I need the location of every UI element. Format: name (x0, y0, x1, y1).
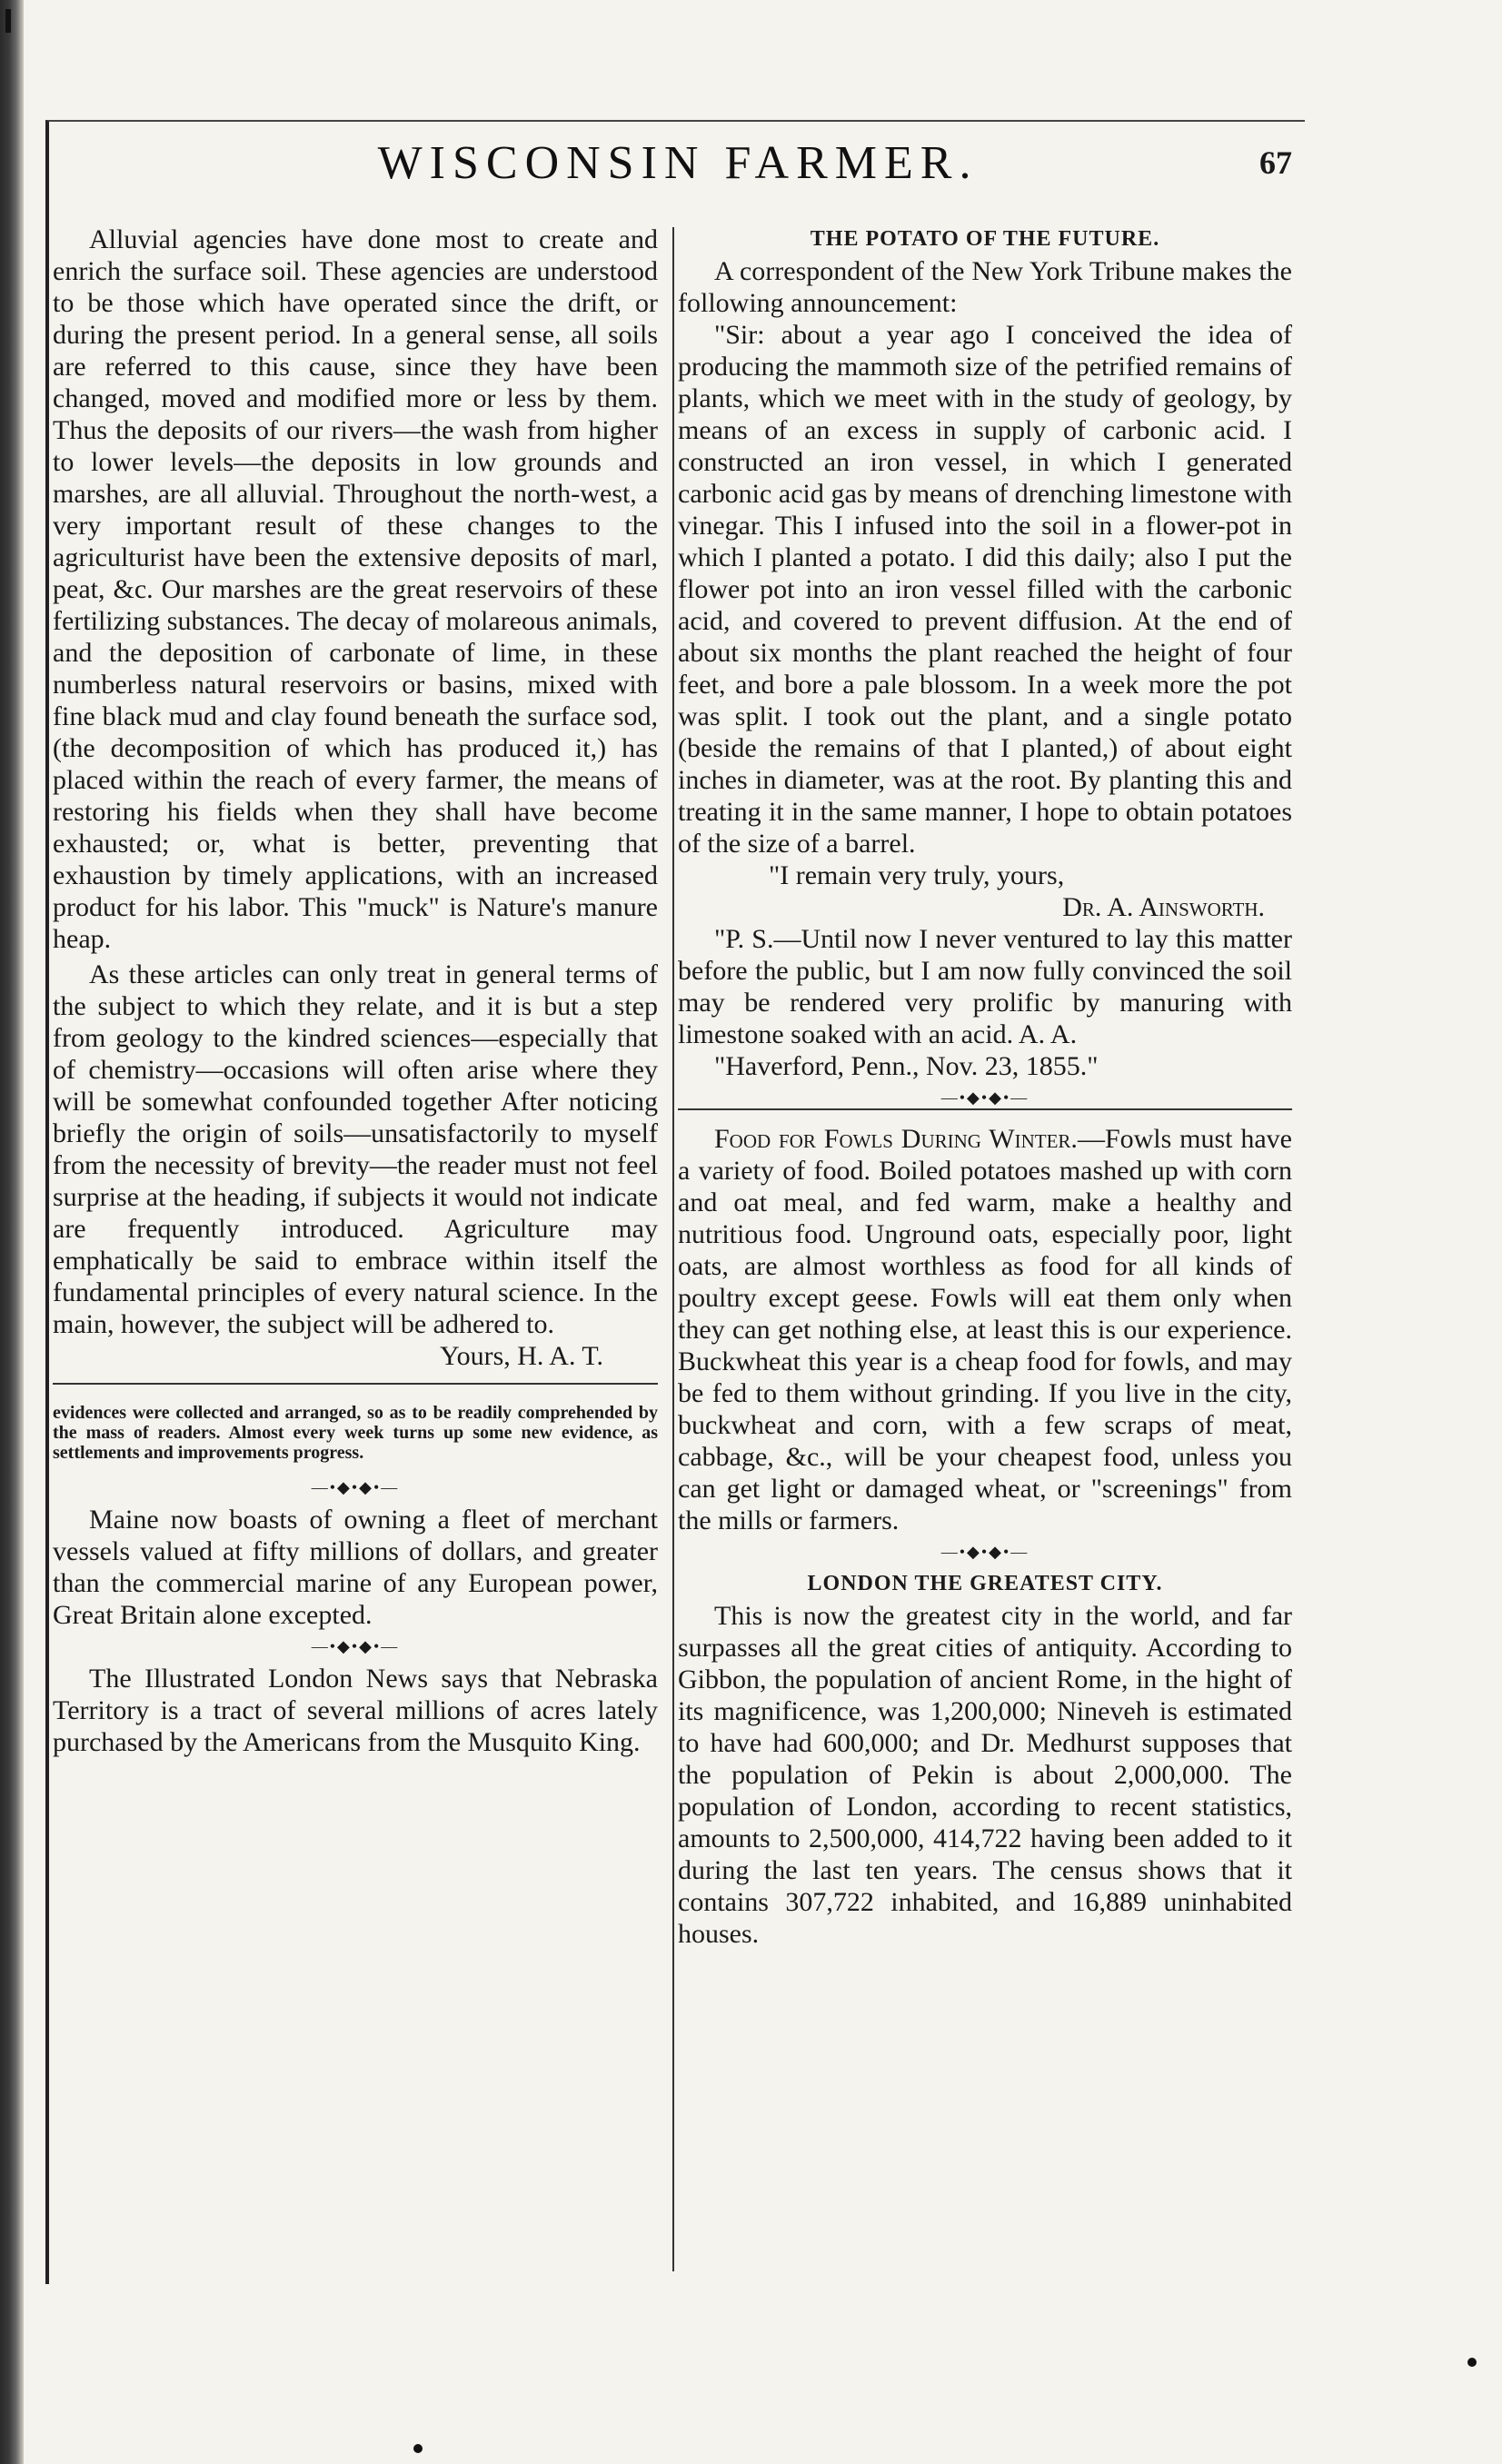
ornament-divider: —•◆•◆•— (311, 1478, 400, 1496)
london-heading: LONDON THE GREATEST CITY. (807, 1572, 1163, 1595)
ornament-divider: —•◆•◆•— (940, 1543, 1030, 1561)
speck (1467, 2358, 1477, 2367)
fowls-lead: Food for Fowls During Winter. (714, 1124, 1078, 1154)
column-rule (672, 227, 674, 2271)
potato-letter: "Sir: about a year ago I conceived the idea of producing the mammoth size of the petrified remains of plants, which we meet with in the study of geology, by means of an excess in supply of carbonic acid. I constructed an iron vessel, in which I generated carbonic acid gas by means of drenching limestone with vinegar. This I infused into the soil in a flower-pot in which I planted a potato. I did this daily; also I put the flower pot into an iron vessel filled with the carbonic acid, and covered to prevent diffusion. At the end of about six months the plant reached the height of four feet, and bore a pale blossom. In a week more the pot was split. I took out the plant, and a single potato (beside the remains of that I planted,) of about eight inches in diameter, was at the root. By planting this and treating it in the same manner, I hope to obtain potatoes of the size of a barrel. (678, 320, 1292, 859)
right-column (678, 224, 1292, 1950)
potato-dateline: "Haverford, Penn., Nov. 23, 1855." (714, 1051, 1099, 1081)
speck (413, 2444, 423, 2453)
fowls-text: —Fowls must have a variety of food. Boiled potatoes mashed up with corn and oat meal, and fed warm, make a healthy and nutritious food. Unground oats, especially poor, light oats, are almost worthless as food for all kinds of poultry except geese. Fowls will eat them only when they can get nothing else, at least this is our experience. Buckwheat this year is a cheap food for fowls, and may be fed to them without grinding. If you live in the city, buckwheat and corn, with a few scraps of meat, cabbage, &c., will be your cheapest food, unless you can get light or damaged wheat, or "screenings" from the mills or farmers. (678, 1124, 1293, 1535)
fowls-paragraph (678, 1123, 1292, 1536)
divider (53, 1383, 658, 1385)
page-header (55, 136, 1301, 200)
potato-intro: A correspondent of the New York Tribune makes the following announcement: (678, 256, 1292, 318)
alluvial-paragraph: Alluvial agencies have done most to create and enrich the surface soil. These agencies are understood to be those which have operated since the drift, or during the present period. In a general sense, all soils are referred to this cause, since they have been changed, moved and modified more or less by them. Thus the deposits of our rivers—the wash from higher to lower levels—the deposits in low grounds and marshes, are all alluvial. Throughout the north-west, a very important result of these changes to the agriculturist have been the extensive deposits of marl, peat, &c. Our marshes are the great reservoirs of these fertilizing substances. The decay of molareous animals, and the deposition of carbonate of lime, in these numberless natural reservoirs or basins, mixed with fine black mud and clay found beneath the surface sod, (the decomposition of which has produced it,) has placed within the reach of every farmer, the means of restoring his fields when they shall have become exhausted; or, what is better, preventing that exhaustion by timely applications, with an increased product for his labor. This "muck" is Nature's manure heap. (53, 224, 658, 954)
page-title: WISCONSIN FARMER. (377, 137, 979, 189)
spine-mark (5, 9, 11, 33)
ornament-divider: —•◆•◆•— (940, 1088, 1030, 1107)
potato-ps: "P. S.—Until now I never ventured to lay this matter before the public, but I am now fully convinced the soil may be rendered very prolific by manuring with limestone soaked with an acid. A. A. (678, 924, 1292, 1049)
maine-paragraph: Maine now boasts of owning a fleet of merchant vessels valued at fifty millions of dollars, and greater than the commercial marine of any European power, Great Britain alone excepted. (53, 1505, 658, 1630)
potato-heading: THE POTATO OF THE FUTURE. (810, 227, 1160, 251)
potato-author: Dr. A. Ainsworth. (1062, 892, 1265, 922)
nebraska-paragraph: The Illustrated London News says that Nebraska Territory is a tract of several millions of acres lately purchased by the Americans from the Musquito King. (53, 1664, 658, 1757)
page-number: 67 (1259, 144, 1292, 181)
left-column (53, 224, 658, 1758)
london-paragraph: This is now the greatest city in the world, and far surpasses all the great cities of antiquity. According to Gibbon, the population of ancient Rome, in the hight of its magnificence, was 1,200,000; Nineveh is estimated to have had 600,000; and Dr. Medhurst supposes that the population of Pekin is about 2,000,000. The population of London, according to recent statistics, amounts to 2,500,000, 414,722 having been added to it during the last ten years. The census shows that it contains 307,722 inhabited, and 16,889 uninhabited houses. (678, 1601, 1292, 1949)
subjects-paragraph: As these articles can only treat in general terms of the subject to which they relate, and it is but a step from geology to the kindred sciences—especially that of chemistry—occasions will often arise where they will be somewhat confounded together After noticing briefly the origin of soils—unsatisfactorily to myself from the necessity of brevity—the reader must not feel surprise at the heading, if subjects it would not indicate are frequently introduced. Agriculture may emphatically be said to embrace within itself the fundamental principles of every natural science. In the main, however, the subject will be adhered to. (53, 959, 658, 1339)
footnote: evidences were collected and arranged, so as to be readily comprehended by the mass of readers. Almost every week turns up some new evidence, as settlements and improvements progress. (53, 1403, 658, 1463)
book-spine (0, 0, 24, 2464)
ornament-divider: —•◆•◆•— (311, 1637, 400, 1655)
potato-closing: "I remain very truly, yours, (769, 860, 1065, 890)
signature: Yours, H. A. T. (439, 1341, 603, 1371)
